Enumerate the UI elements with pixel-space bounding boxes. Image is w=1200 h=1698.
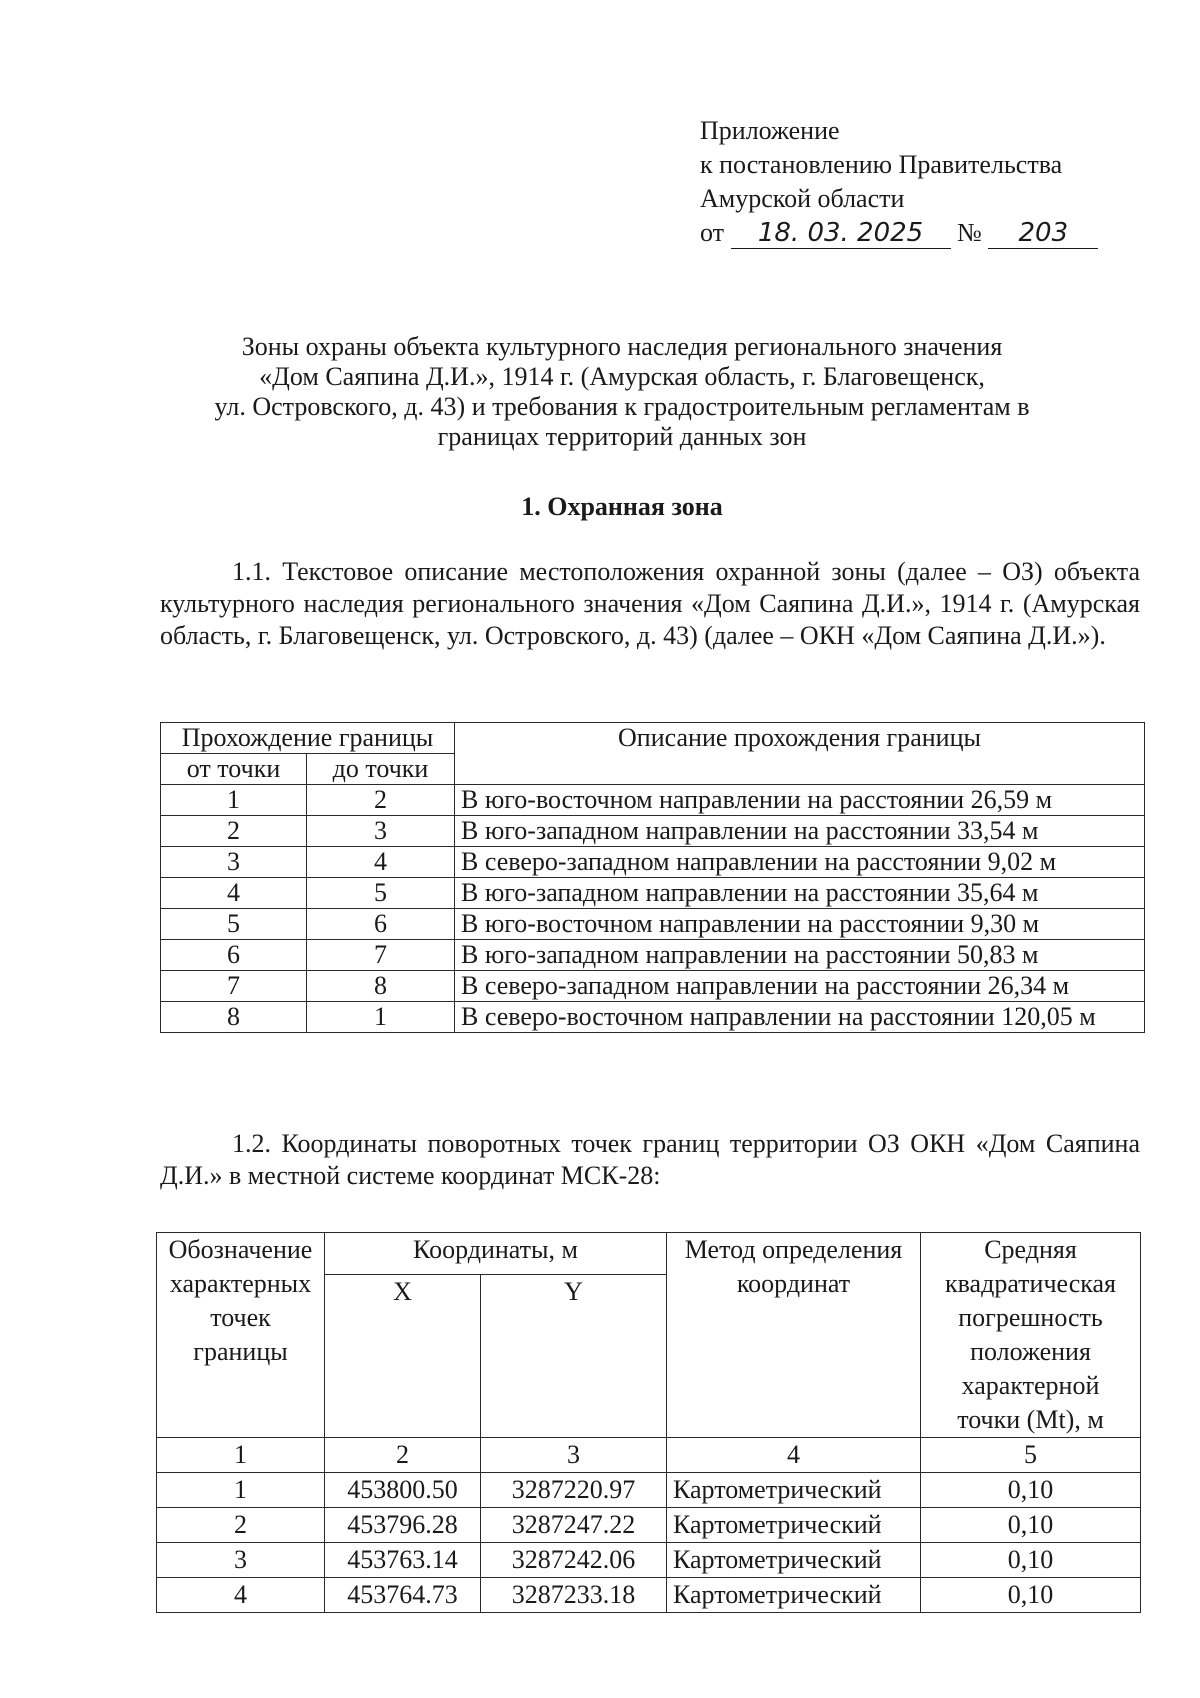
title-line-2: «Дом Саяпина Д.И.», 1914 г. (Амурская область, г. Благовещенск, xyxy=(259,362,985,391)
appendix-line-1: Приложение xyxy=(700,116,840,145)
header-x: X xyxy=(325,1275,481,1438)
error: 0,10 xyxy=(921,1543,1141,1578)
handwritten-date: 18. 03. 2025 xyxy=(731,218,951,249)
header-coords: Координаты, м xyxy=(325,1233,667,1275)
table-row xyxy=(157,1473,1141,1508)
handwritten-number: 203 xyxy=(988,218,1098,249)
boundary-table xyxy=(160,722,1145,1033)
from-point: 6 xyxy=(161,940,307,971)
header-y: Y xyxy=(481,1275,667,1438)
to-point: 7 xyxy=(307,940,455,971)
header-from: от точки xyxy=(161,754,307,785)
from-point: 5 xyxy=(161,909,307,940)
description: В юго-западном направлении на расстоянии 33,54 м xyxy=(455,816,1145,847)
coord-x: 453796.28 xyxy=(325,1508,481,1543)
error: 0,10 xyxy=(921,1578,1141,1613)
error: 0,10 xyxy=(921,1473,1141,1508)
point-id: 2 xyxy=(157,1508,325,1543)
description: В юго-восточном направлении на расстоянии 9,30 м xyxy=(455,909,1145,940)
description: В юго-западном направлении на расстоянии 50,83 м xyxy=(455,940,1145,971)
point-id: 3 xyxy=(157,1543,325,1578)
method: Картометрический xyxy=(667,1543,921,1578)
coord-y: 3287220.97 xyxy=(481,1473,667,1508)
coords-header-row xyxy=(157,1233,1141,1275)
coord-y: 3287242.06 xyxy=(481,1543,667,1578)
description: В северо-западном направлении на расстоянии 26,34 м xyxy=(455,971,1145,1002)
coord-x: 453763.14 xyxy=(325,1543,481,1578)
number-label: № xyxy=(957,218,982,247)
title-line-1: Зоны охраны объекта культурного наследия регионального значения xyxy=(241,332,1003,361)
header-pass: Прохождение границы xyxy=(161,723,455,754)
coord-x: 453764.73 xyxy=(325,1578,481,1613)
table-row xyxy=(157,1578,1141,1613)
description: В юго-восточном направлении на расстоянии 26,59 м xyxy=(455,785,1145,816)
col-num: 2 xyxy=(325,1438,481,1473)
description: В юго-западном направлении на расстоянии 35,64 м xyxy=(455,878,1145,909)
to-point: 5 xyxy=(307,878,455,909)
section-heading: 1. Охранная зона xyxy=(521,492,723,521)
from-point: 7 xyxy=(161,971,307,1002)
from-point: 4 xyxy=(161,878,307,909)
table-row xyxy=(161,940,1145,971)
from-point: 2 xyxy=(161,816,307,847)
header-method: Метод определения координат xyxy=(667,1233,921,1438)
appendix-block xyxy=(700,114,1098,250)
table-row xyxy=(161,785,1145,816)
column-number-row xyxy=(157,1438,1141,1473)
paragraph-1-1: 1.1. Текстовое описание местоположения охранной зоны (далее – ОЗ) объекта культурного наследия регионального значения «Дом Саяпина Д.И.», 1914 г. (Амурская область, г. Благовещенск, ул. Островского, д. 43) (далее – ОКН «Дом Саяпина Д.И.»). xyxy=(160,557,1140,650)
appendix-line-2: к постановлению Правительства xyxy=(700,150,1063,179)
point-id: 4 xyxy=(157,1578,325,1613)
method: Картометрический xyxy=(667,1578,921,1613)
appendix-date-line xyxy=(700,216,1098,250)
col-num: 3 xyxy=(481,1438,667,1473)
to-point: 1 xyxy=(307,1002,455,1033)
coord-y: 3287247.22 xyxy=(481,1508,667,1543)
to-point: 6 xyxy=(307,909,455,940)
to-point: 2 xyxy=(307,785,455,816)
table-row xyxy=(161,847,1145,878)
paragraph-1-2: 1.2. Координаты поворотных точек границ территории ОЗ ОКН «Дом Саяпина Д.И.» в местной системе координат МСК-28: xyxy=(160,1129,1140,1190)
header-desc: Описание прохождения границы xyxy=(455,723,1145,785)
to-point: 3 xyxy=(307,816,455,847)
table-row xyxy=(161,878,1145,909)
table-row xyxy=(161,816,1145,847)
header-to: до точки xyxy=(307,754,455,785)
appendix-line-3: Амурской области xyxy=(700,184,905,213)
table-row xyxy=(161,909,1145,940)
header-point: Обозначение характерных точек границы xyxy=(157,1233,325,1438)
table-row xyxy=(161,1002,1145,1033)
from-point: 8 xyxy=(161,1002,307,1033)
from-point: 1 xyxy=(161,785,307,816)
header-error: Средняя квадратическая погрешность положения характерной точки (Mt), м xyxy=(921,1233,1141,1438)
col-num: 5 xyxy=(921,1438,1141,1473)
col-num: 4 xyxy=(667,1438,921,1473)
error: 0,10 xyxy=(921,1508,1141,1543)
col-num: 1 xyxy=(157,1438,325,1473)
description: В северо-западном направлении на расстоянии 9,02 м xyxy=(455,847,1145,878)
title-line-4: границах территорий данных зон xyxy=(437,422,807,451)
date-prefix: от xyxy=(700,218,725,247)
description: В северо-восточном направлении на расстоянии 120,05 м xyxy=(455,1002,1145,1033)
boundary-header-row xyxy=(161,723,1145,754)
title-line-3: ул. Островского, д. 43) и требования к градостроительным регламентам в xyxy=(214,392,1030,421)
method: Картометрический xyxy=(667,1473,921,1508)
table-row xyxy=(157,1543,1141,1578)
from-point: 3 xyxy=(161,847,307,878)
to-point: 4 xyxy=(307,847,455,878)
coord-y: 3287233.18 xyxy=(481,1578,667,1613)
method: Картометрический xyxy=(667,1508,921,1543)
point-id: 1 xyxy=(157,1473,325,1508)
coordinates-table xyxy=(156,1232,1141,1613)
table-row xyxy=(157,1508,1141,1543)
to-point: 8 xyxy=(307,971,455,1002)
coord-x: 453800.50 xyxy=(325,1473,481,1508)
document-title xyxy=(150,332,1094,452)
table-row xyxy=(161,971,1145,1002)
